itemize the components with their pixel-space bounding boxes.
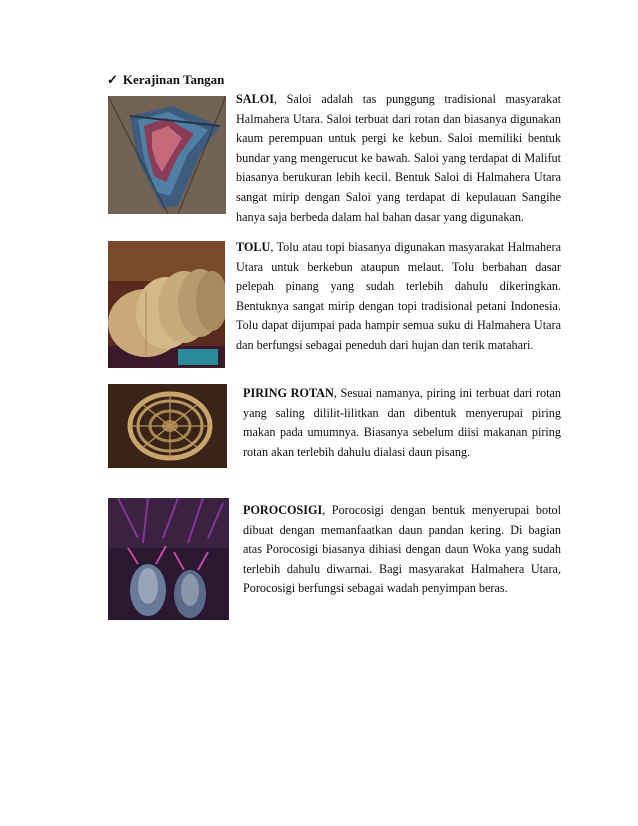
item-text: , Porocosigi dengan bentuk menyerupai botol dibuat dengan memanfaatkan daun pandan kering. Di bagian atas Porocosigi biasanya dihiasi dengan daun Woka yang sudah terlebih dahulu diwarnai. Bagi masyarakat Halmahera Utara, Porocosigi berfungsi sebagai wadah penyimpan beras. bbox=[243, 503, 561, 596]
item-name: PIRING ROTAN bbox=[243, 386, 334, 400]
item-name: SALOI bbox=[236, 92, 274, 106]
tolu-description bbox=[236, 238, 561, 356]
tolu-photo bbox=[108, 241, 225, 368]
section-title: Kerajinan Tangan bbox=[122, 72, 225, 87]
item-text: , Sesuai namanya, piring ini terbuat dari rotan yang saling dililit-lilitkan dan dibentuk menyerupai piring makan pada umumnya. Biasanya sebelum diisi makanan piring rotan akan terlebih dahulu dialasi daun pisang. bbox=[243, 386, 561, 459]
item-text: , Tolu atau topi biasanya digunakan masyarakat Halmahera Utara untuk berkebun ataupun melaut. Tolu berbahan dasar pelepah pinang yang sudah terlebih dahulu dikeringkan. Bentuknya sangat mirip dengan topi tradisional petani Indonesia. Tolu dapat dijumpai pada hampir semua suku di Halmahera Utara dan berfungsi sebagai peneduh dari hujan dan terik matahari. bbox=[236, 240, 561, 352]
item-name: POROCOSIGI bbox=[243, 503, 323, 517]
check-mark-icon: ✓ bbox=[107, 72, 118, 87]
item-text: , Saloi adalah tas punggung tradisional masyarakat Halmahera Utara. Saloi terbuat dari rotan dan biasanya digunakan kaum perempuan untuk pergi ke kebun. Saloi memiliki bentuk bundar yang mengerucut ke bawah. Saloi yang terdapat di Malifut biasanya berukuran lebih kecil. Bentuk Saloi di Halmahera Utara sangat mirip dengan Saloi yang terdapat di kepulauan Sangihe hanya saja berbeda dalam hal bahan dasar yang digunakan. bbox=[236, 92, 561, 224]
piring-rotan-photo bbox=[108, 384, 227, 468]
section-heading bbox=[107, 72, 224, 88]
item-name: TOLU bbox=[236, 240, 271, 254]
porocosigi-photo bbox=[108, 498, 229, 620]
piring-rotan-description bbox=[243, 384, 561, 462]
saloi-description bbox=[236, 90, 561, 227]
saloi-photo bbox=[108, 96, 226, 214]
porocosigi-description bbox=[243, 501, 561, 599]
